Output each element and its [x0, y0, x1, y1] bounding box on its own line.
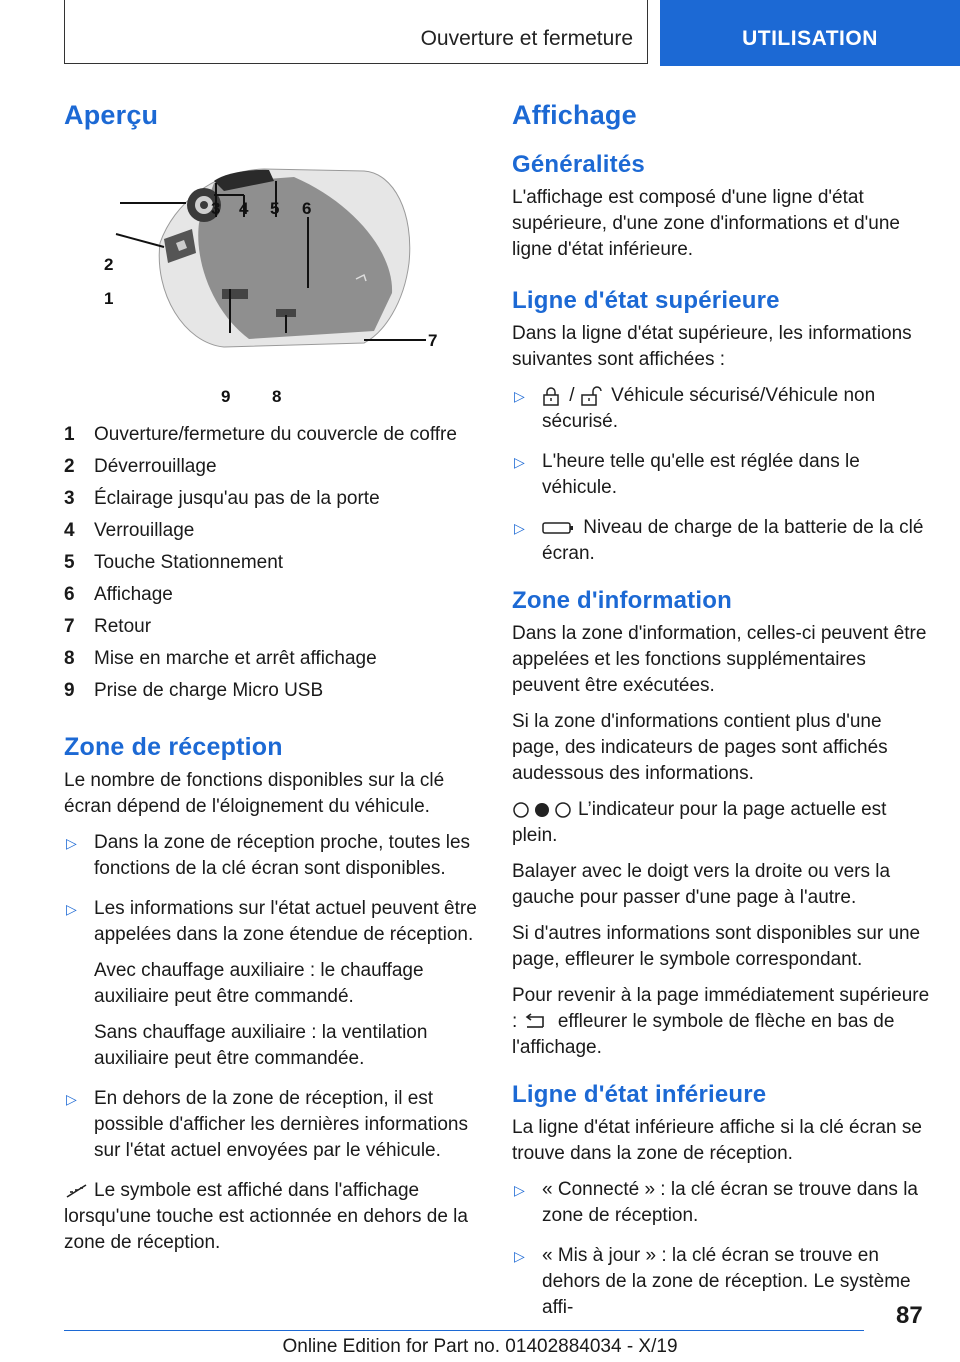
section-title: Ouverture et fermeture — [420, 27, 633, 50]
list-item: ▷ En dehors de la zone de réception, il est possible d'afficher les dernières informations sur l'état actuel envoyées par le véhicule. — [66, 1088, 468, 1161]
heading-zone-info: Zone d'information — [512, 587, 732, 614]
callout-8: 8 — [272, 387, 282, 406]
callout-1: 1 — [104, 289, 114, 308]
display-key-figure — [64, 143, 484, 406]
symbol-note: Le symbole est affiché dans l'affichage lorsqu'une touche est actionnée en dehors de la zone de réception. — [64, 1180, 468, 1253]
list-item: ▷ « Mis à jour » : la clé écran se trouve en dehors de la zone de réception. Le système affi- — [514, 1245, 911, 1318]
legend-item: 8 Mise en marche et arrêt affichage — [64, 648, 377, 669]
footer-divider — [64, 1330, 864, 1331]
battery-icon — [542, 521, 574, 535]
footer-edition: Online Edition for Part no. 01402884034 - X/19 — [282, 1336, 678, 1357]
triangle-bullet-icon: ▷ — [514, 454, 525, 470]
heading-ligne-sup: Ligne d'état supérieure — [512, 287, 780, 314]
list-item: ▷ Niveau de charge de la batterie de la clé écran. — [514, 517, 924, 564]
callout-4: 4 — [239, 199, 249, 218]
list-item: ▷ « Connecté » : la clé écran se trouve dans la zone de réception. — [514, 1179, 919, 1226]
triangle-bullet-icon: ▷ — [514, 520, 525, 536]
zone-info-p2: Si la zone d'informations contient plus d'une page, des indicateurs de pages sont affichés audessous des informations. — [512, 711, 888, 784]
legend-item: 2 Déverrouillage — [64, 456, 217, 477]
page-header — [64, 0, 960, 66]
chapter-tab — [660, 0, 960, 66]
heading-affichage: Affichage — [512, 100, 637, 130]
no-signal-icon — [64, 1182, 90, 1200]
legend-item: 4 Verrouillage — [64, 520, 195, 541]
right-column — [512, 100, 932, 1335]
zone-info-p3: L’indicateur pour la page actuelle est plein. — [512, 799, 887, 846]
list-item: ▷ / Véhicule sécurisé/Véhicule non sécurisé. — [514, 385, 876, 432]
section-header-box — [64, 0, 648, 64]
callout-2: 2 — [104, 255, 114, 274]
sub-paragraph: Avec chauffage auxiliaire : le chauffage auxiliaire peut être commandé. — [94, 960, 424, 1007]
triangle-bullet-icon: ▷ — [514, 388, 525, 404]
icon-separator: / — [569, 385, 575, 406]
callout-9: 9 — [221, 387, 231, 406]
callout-5: 5 — [270, 199, 280, 218]
ligne-sup-intro: Dans la ligne d'état supérieure, les informations suivantes sont affichées : — [512, 323, 912, 370]
legend-item: 9 Prise de charge Micro USB — [64, 680, 324, 701]
ligne-inf-bullets — [512, 1177, 932, 1321]
zone-info-p1: Dans la zone d'information, celles-ci peuvent être appelées et les fonctions supplémentaires peuvent être exécutées. — [512, 623, 927, 696]
lock-closed-icon — [542, 386, 560, 406]
lock-open-icon — [580, 386, 602, 406]
page-number: 87 — [896, 1302, 923, 1329]
zone-info-p6: Pour revenir à la page immédiatement supérieure : effleurer le symbole de flèche en bas de l'affichage. — [512, 985, 930, 1058]
back-arrow-icon — [523, 1013, 549, 1031]
list-item: ▷ Les informations sur l'état actuel peuvent être appelées dans la zone étendue de réception. Avec chauffage auxiliaire : le chauffage auxiliaire peut être commandé. Sans chauffage auxiliaire : la ventilation auxiliaire peut être commandée. — [64, 896, 484, 1072]
generalites-text: L'affichage est composé d'une ligne d'état supérieure, d'une zone d'informations et d'une ligne d'état inférieure. — [512, 187, 900, 260]
heading-ligne-inf: Ligne d'état inférieure — [512, 1081, 767, 1108]
legend-item: 5 Touche Stationnement — [64, 552, 284, 573]
display-key-illustration — [64, 143, 484, 363]
callout-7: 7 — [428, 331, 438, 350]
triangle-bullet-icon: ▷ — [66, 835, 77, 851]
triangle-bullet-icon: ▷ — [514, 1182, 525, 1198]
legend-item: 6 Affichage — [64, 584, 173, 605]
legend-item: 1 Ouverture/fermeture du couvercle de coffre — [64, 424, 457, 445]
legend-item: 7 Retour — [64, 616, 152, 637]
list-item: ▷ L'heure telle qu'elle est réglée dans le véhicule. — [514, 451, 860, 498]
sub-paragraph: Sans chauffage auxiliaire : la ventilation auxiliaire peut être commandée. — [94, 1022, 428, 1069]
heading-zone-reception: Zone de réception — [64, 733, 283, 761]
ligne-sup-bullets — [512, 383, 932, 567]
triangle-bullet-icon: ▷ — [66, 901, 77, 917]
callout-3: 3 — [211, 199, 221, 218]
zone-bullets — [64, 830, 484, 1164]
zone-info-p5: Si d'autres informations sont disponibles sur une page, effleurer le symbole correspondant. — [512, 923, 921, 970]
figure-legend — [64, 419, 484, 707]
ligne-inf-intro: La ligne d'état inférieure affiche si la clé écran se trouve dans la zone de réception. — [512, 1117, 922, 1164]
triangle-bullet-icon: ▷ — [514, 1248, 525, 1264]
heading-generalites: Généralités — [512, 151, 645, 178]
left-column — [64, 100, 484, 1266]
triangle-bullet-icon: ▷ — [66, 1091, 77, 1107]
list-item: ▷ Dans la zone de réception proche, toutes les fonctions de la clé écran sont disponibles. — [66, 832, 471, 879]
callout-6: 6 — [302, 199, 312, 218]
heading-apercu: Aperçu — [64, 100, 159, 130]
zone-info-p4: Balayer avec le doigt vers la droite ou vers la gauche pour passer d'une page à l'autre. — [512, 861, 891, 908]
legend-item: 3 Éclairage jusqu'au pas de la porte — [64, 488, 380, 509]
zone-intro: Le nombre de fonctions disponibles sur la clé écran dépend de l'éloignement du véhicule. — [64, 770, 445, 817]
chapter-tab-label: UTILISATION — [742, 27, 878, 50]
page-indicator-icon — [512, 800, 574, 820]
